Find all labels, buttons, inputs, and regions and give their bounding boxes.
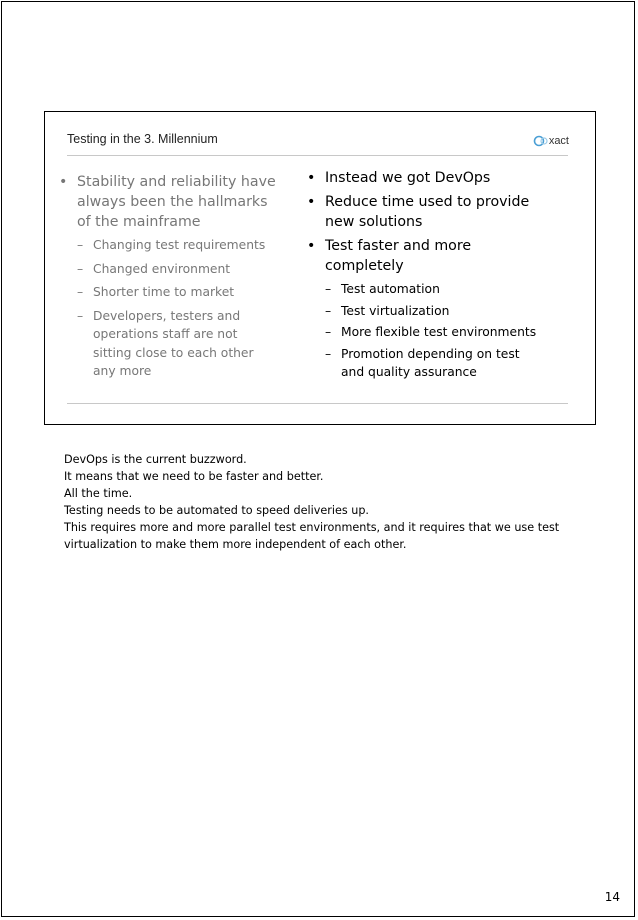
dash-mark: – <box>325 325 332 339</box>
sub-item-line: Developers, testers and <box>93 308 241 323</box>
dash-mark: – <box>325 346 332 361</box>
bullet-mark: • <box>307 194 316 210</box>
right-sub-item <box>307 345 597 382</box>
left-sub-item <box>59 307 309 381</box>
dash-mark: – <box>77 308 84 323</box>
right-sub-item <box>307 323 597 342</box>
slide-title: Testing in the 3. Millennium <box>67 132 218 146</box>
bullet-line: always been the hallmarks <box>77 194 268 210</box>
bullet-line: Reduce time used to provide <box>325 194 530 210</box>
title-divider <box>67 155 568 156</box>
left-column <box>59 172 309 386</box>
dash-mark: – <box>77 238 84 252</box>
notes-line: DevOps is the current buzzword. <box>64 453 247 466</box>
bullet-mark: • <box>307 170 316 186</box>
speaker-notes <box>64 451 584 553</box>
sub-item-line: sitting close to each other <box>93 345 254 360</box>
bottom-divider <box>67 403 568 404</box>
sub-item-line: Changed environment <box>93 261 231 276</box>
bullet-line: new solutions <box>325 214 423 230</box>
sub-item-line: More flexible test environments <box>341 325 537 339</box>
notes-line: Testing needs to be automated to speed deliveries up. <box>64 504 369 517</box>
right-bullet <box>307 192 597 232</box>
page-number: 14 <box>604 890 620 904</box>
dash-mark: – <box>325 303 332 318</box>
bullet-line: completely <box>325 258 404 274</box>
logo-rings-icon <box>533 134 549 148</box>
bullet-mark: • <box>59 174 68 190</box>
right-sub-item <box>307 302 597 321</box>
dash-mark: – <box>325 282 332 296</box>
sub-item-line: operations staff are not <box>93 327 238 341</box>
right-bullet <box>307 168 597 188</box>
dash-mark: – <box>77 261 84 276</box>
left-bullet <box>59 172 309 232</box>
notes-line: It means that we need to be faster and better. <box>64 470 324 483</box>
left-sub-item <box>59 260 309 279</box>
sub-item-line: and quality assurance <box>341 365 477 379</box>
bullet-line: Instead we got DevOps <box>325 170 491 186</box>
bullet-line: Stability and reliability have <box>77 174 276 190</box>
right-bullet <box>307 236 597 276</box>
logo-text: xact <box>548 135 569 147</box>
right-column <box>307 168 597 385</box>
notes-line: This requires more and more parallel test environments, and it requires that we use test <box>64 521 560 534</box>
sub-item-line: Promotion depending on test <box>341 346 520 361</box>
notes-line: virtualization to make them more independent of each other. <box>64 538 407 551</box>
notes-line: All the time. <box>64 487 133 500</box>
sub-item-line: any more <box>93 364 152 378</box>
bullet-mark: • <box>307 238 316 254</box>
bullet-line: Test faster and more <box>325 238 472 254</box>
company-logo <box>533 133 569 149</box>
bullet-line: of the mainframe <box>77 214 201 230</box>
slide <box>44 111 596 425</box>
dash-mark: – <box>77 285 84 299</box>
sub-item-line: Changing test requirements <box>93 238 266 252</box>
sub-item-line: Test virtualization <box>341 303 450 318</box>
left-sub-item <box>59 236 309 255</box>
sub-item-line: Test automation <box>341 282 440 296</box>
right-sub-item <box>307 280 597 299</box>
left-sub-item <box>59 283 309 302</box>
sub-item-line: Shorter time to market <box>93 285 235 299</box>
